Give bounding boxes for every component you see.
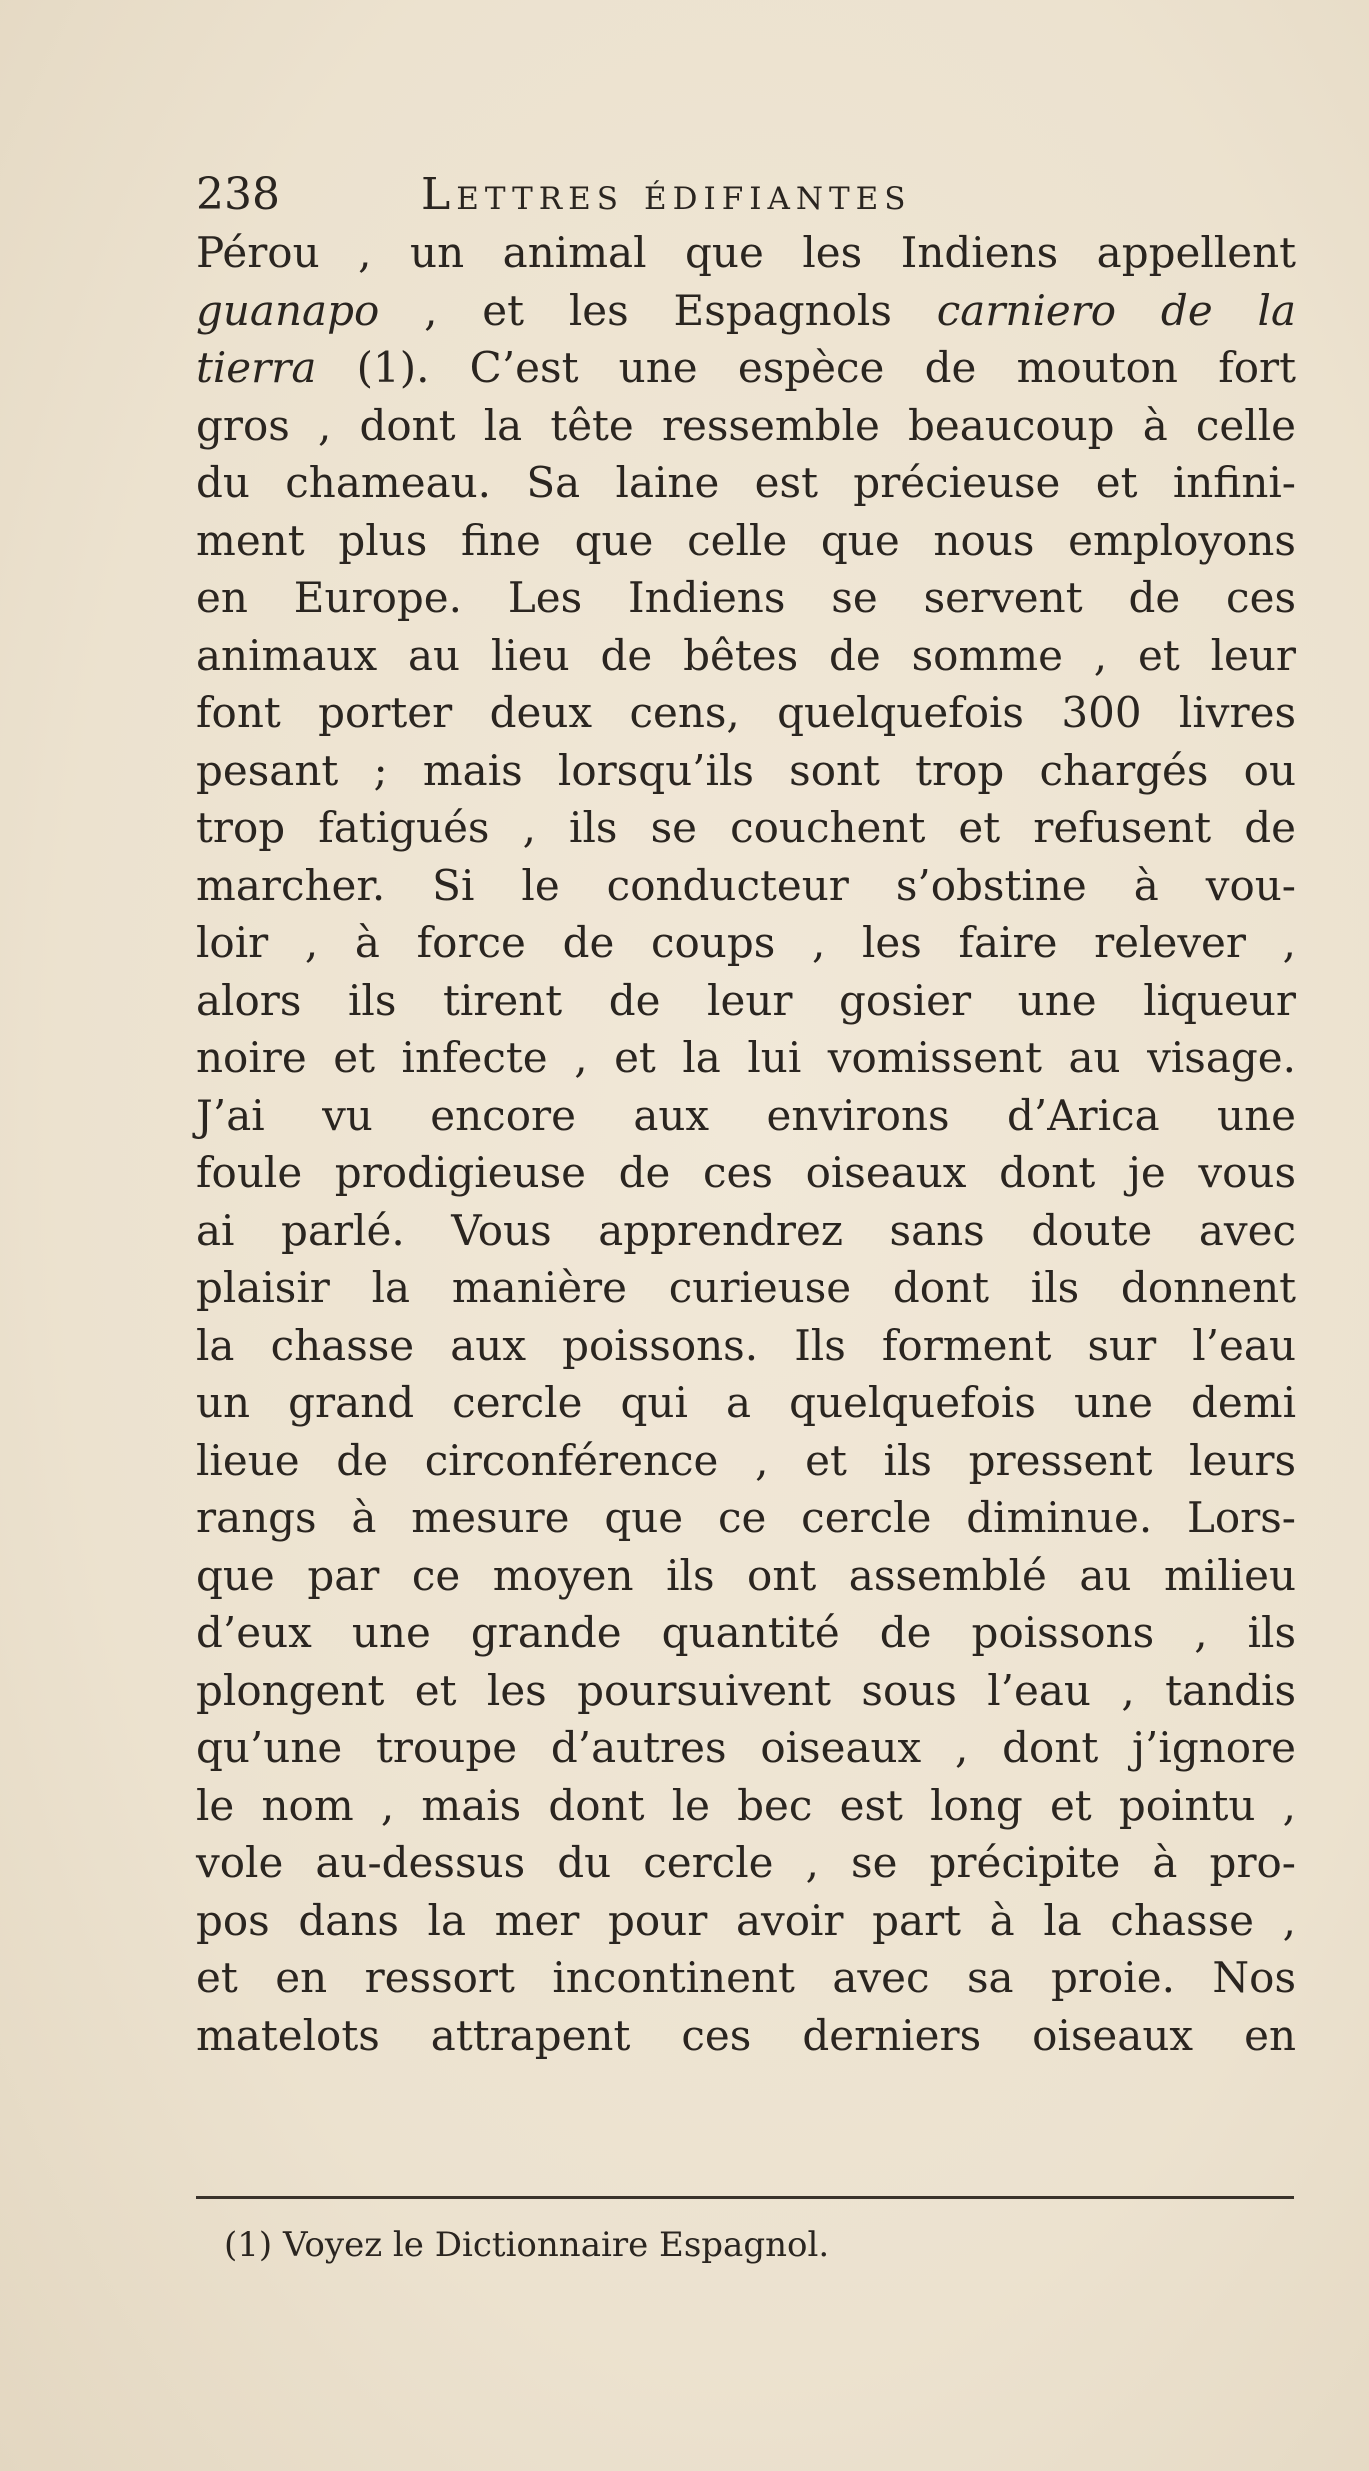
text-segment: animaux au lieu de bêtes de somme , et leur <box>196 630 1296 680</box>
text-segment: Pérou , un animal que les Indiens appellent <box>196 228 1296 277</box>
text-line <box>196 1547 1296 1605</box>
text-line <box>196 454 1296 512</box>
text-segment: que par ce moyen ils ont assemblé au milieu <box>196 1550 1296 1600</box>
text-line <box>196 569 1296 627</box>
text-segment: ment plus fine que celle que nous employons <box>196 515 1296 565</box>
text-line <box>196 627 1296 685</box>
text-segment: ai parlé. Vous apprendrez sans doute avec <box>196 1205 1296 1255</box>
text-segment: en Europe. Les Indiens se servent de ces <box>196 573 1296 622</box>
text-segment: vole au-dessus du cercle , se précipite à pro- <box>196 1838 1296 1887</box>
text-line <box>196 1202 1296 1260</box>
text-line <box>196 1604 1296 1662</box>
page-header <box>196 165 1316 225</box>
text-line <box>196 1029 1296 1087</box>
text-segment: plongent et les poursuivent sous l’eau , tandis <box>196 1665 1296 1715</box>
text-segment: qu’une troupe d’autres oiseaux , dont j’ignore <box>196 1723 1296 1772</box>
text-line <box>196 397 1296 455</box>
text-line <box>196 224 1296 282</box>
text-line <box>196 1489 1296 1547</box>
text-line <box>196 972 1296 1030</box>
text-segment: foule prodigieuse de ces oiseaux dont je vous <box>196 1148 1296 1197</box>
text-line <box>196 684 1296 742</box>
text-segment: J’ai vu encore aux environs d’Arica une <box>196 1090 1296 1140</box>
text-segment: le nom , mais dont le bec est long et pointu , <box>196 1780 1296 1830</box>
italic-term: guanapo <box>196 285 380 335</box>
text-segment: du chameau. Sa laine est précieuse et infini- <box>196 458 1296 507</box>
text-line <box>196 512 1296 570</box>
text-line <box>196 1834 1296 1892</box>
text-segment: loir , à force de coups , les faire relever , <box>196 918 1296 967</box>
text-segment: lieue de circonférence , et ils pressent leurs <box>196 1435 1296 1485</box>
text-segment: et en ressort incontinent avec sa proie. Nos <box>196 1953 1296 2002</box>
text-line <box>196 282 1296 340</box>
text-segment: pos dans la mer pour avoir part à la chasse , <box>196 1895 1296 1945</box>
footnote-divider <box>196 2196 1294 2199</box>
text-line <box>196 1432 1296 1490</box>
text-line <box>196 799 1296 857</box>
text-segment: font porter deux cens, quelquefois 300 livres <box>196 688 1296 737</box>
text-segment: gros , dont la tête ressemble beaucoup à celle <box>196 400 1296 450</box>
text-segment: trop fatigués , ils se couchent et refusent de <box>196 803 1296 852</box>
text-segment: , et les Espagnols <box>379 285 937 335</box>
text-line <box>196 914 1296 972</box>
text-line <box>196 1777 1296 1835</box>
text-line <box>196 857 1296 915</box>
text-segment: noire et infecte , et la lui vomissent au visage. <box>196 1033 1296 1082</box>
text-segment: rangs à mesure que ce cercle diminue. Lors- <box>196 1493 1296 1542</box>
text-line <box>196 1317 1296 1375</box>
italic-term: tierra <box>196 343 317 392</box>
text-line <box>196 339 1296 397</box>
text-segment: matelots attrapent ces derniers oiseaux en <box>196 2010 1296 2060</box>
text-segment: marcher. Si le conducteur s’obstine à vou- <box>196 860 1296 910</box>
text-segment: plaisir la manière curieuse dont ils donnent <box>196 1263 1296 1312</box>
text-line <box>196 1892 1296 1950</box>
text-segment: la chasse aux poissons. Ils forment sur l’eau <box>196 1320 1296 1370</box>
text-segment: alors ils tirent de leur gosier une liqueur <box>196 975 1296 1025</box>
text-segment: un grand cercle qui a quelquefois une demi <box>196 1378 1296 1427</box>
footnote: (1) Voyez le Dictionnaire Espagnol. <box>224 2225 830 2265</box>
text-line <box>196 1144 1296 1202</box>
text-line <box>196 2007 1296 2065</box>
text-segment: d’eux une grande quantité de poissons , ils <box>196 1608 1296 1657</box>
running-title: Lettres édifiantes <box>421 169 912 220</box>
page-number: 238 <box>196 169 280 220</box>
text-line <box>196 1259 1296 1317</box>
text-line <box>196 1719 1296 1777</box>
text-line <box>196 742 1296 800</box>
body-text <box>196 224 1296 2064</box>
text-line <box>196 1662 1296 1720</box>
italic-term: carniero de la <box>936 285 1296 335</box>
text-segment: (1). C’est une espèce de mouton fort <box>316 343 1296 392</box>
text-segment: pesant ; mais lorsqu’ils sont trop chargés ou <box>196 745 1296 795</box>
text-line <box>196 1949 1296 2007</box>
text-line <box>196 1374 1296 1432</box>
text-line <box>196 1087 1296 1145</box>
